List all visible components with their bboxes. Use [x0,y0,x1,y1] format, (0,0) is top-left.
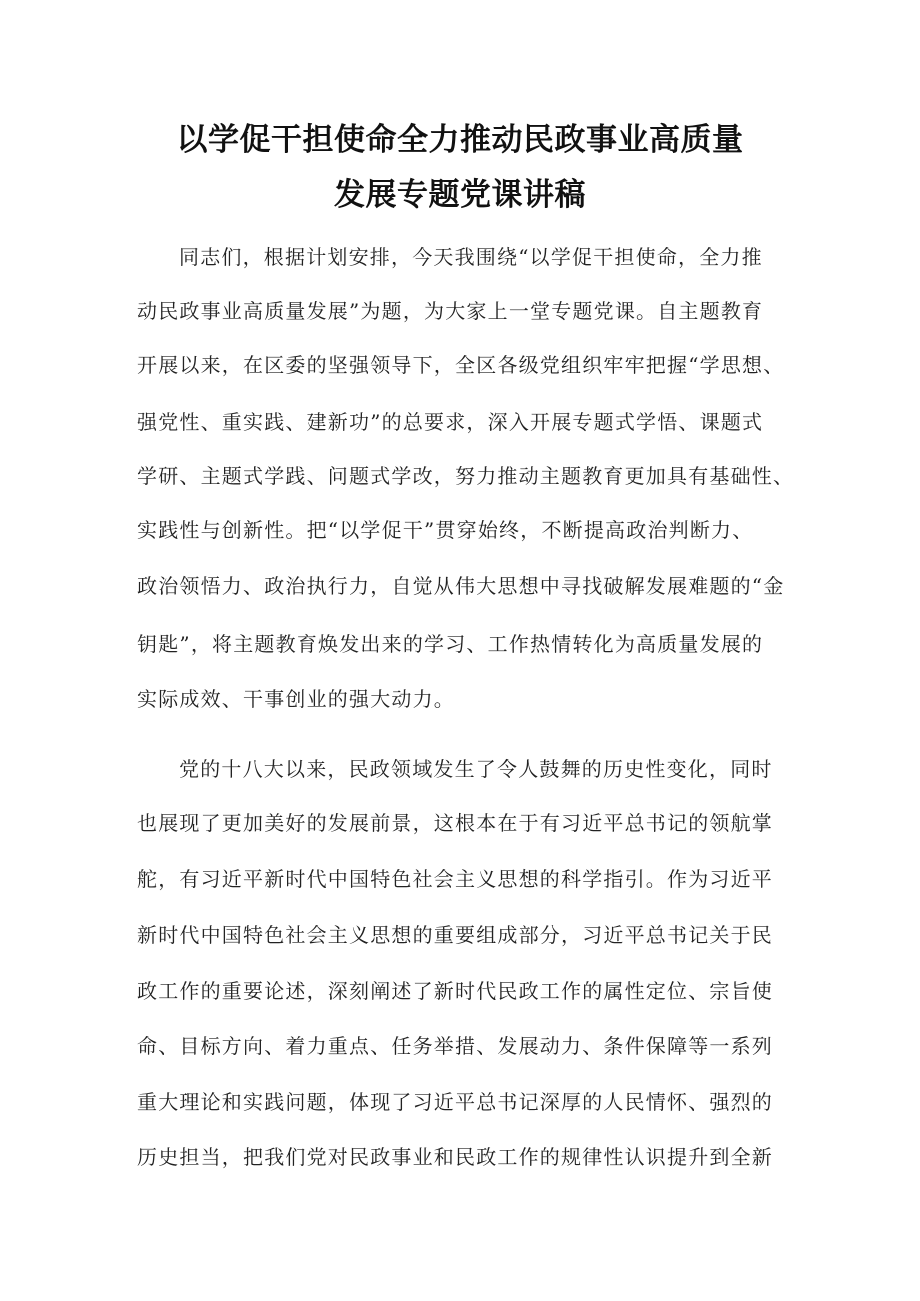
paragraph-2-line: 政工作的重要论述，深刻阐述了新时代民政工作的属性定位、宗旨使 [137,979,773,1003]
paragraph-2-line: 也展现了更加美好的发展前景，这根本在于有习近平总书记的领航掌 [137,811,773,835]
title-line-1: 以学促干担使命全力推动民政事业高质量 [176,122,744,158]
paragraph-1-line: 实践性与创新性。把“以学促干”贯穿始终，不断提高政治判断力、 [137,518,754,542]
paragraph-2-line: 舵，有习近平新时代中国特色社会主义思想的科学指引。作为习近平 [137,867,773,891]
paragraph-2-line: 党的十八大以来，民政领域发生了令人鼓舞的历史性变化，同时 [179,757,773,781]
paragraph-1-line: 学研、主题式学践、问题式学改，努力推动主题教育更加具有基础性、 [137,464,795,488]
title-line-2: 发展专题党课讲稿 [334,177,586,213]
paragraph-1-line: 开展以来，在区委的坚强领导下，全区各级党组织牢牢把握“学思想、 [137,353,785,377]
paragraph-1-line: 强党性、重实践、建新功”的总要求，深入开展专题式学悟、课题式 [137,410,764,434]
paragraph-1-line: 动民政事业高质量发展”为题，为大家上一堂专题党课。自主题教育 [137,299,764,323]
paragraph-1-line: 实际成效、干事创业的强大动力。 [137,687,455,711]
paragraph-1-line: 政治领悟力、政治执行力，自觉从伟大思想中寻找破解发展难题的“金 [137,574,785,598]
paragraph-2-line: 命、目标方向、着力重点、任务举措、发展动力、条件保障等一系列 [137,1034,773,1058]
paragraph-2-line: 新时代中国特色社会主义思想的重要组成部分，习近平总书记关于民 [137,923,773,947]
paragraph-2-line: 重大理论和实践问题，体现了习近平总书记深厚的人民情怀、强烈的 [137,1090,773,1114]
paragraph-1-line: 钥匙”，将主题教育焕发出来的学习、工作热情转化为高质量发展的 [137,632,764,656]
paragraph-2-line: 历史担当，把我们党对民政事业和民政工作的规律性认识提升到全新 [137,1145,773,1169]
paragraph-1-line: 同志们，根据计划安排，今天我围绕“以学促干担使命，全力推 [179,245,763,269]
